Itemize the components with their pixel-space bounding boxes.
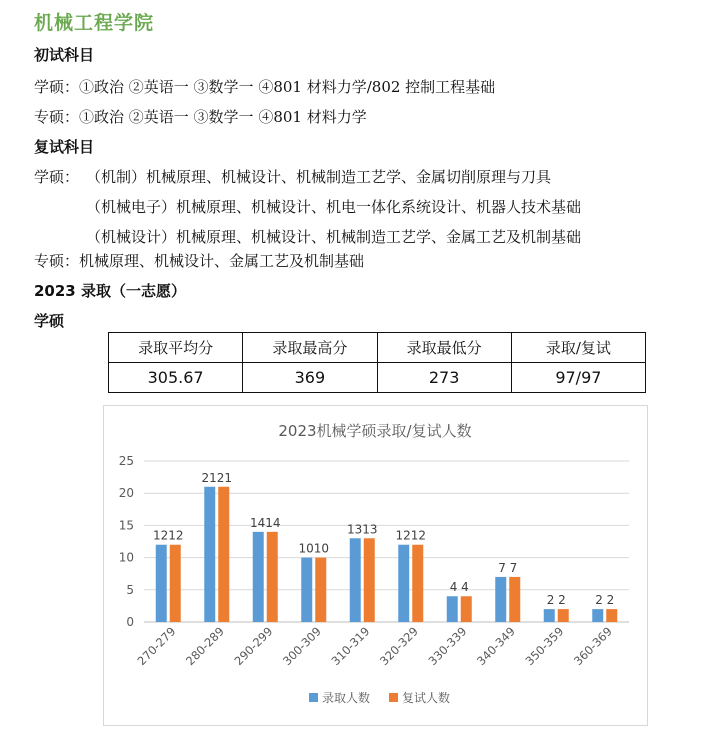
header-average-score: 录取平均分 — [109, 333, 243, 363]
admission-chart — [104, 406, 647, 725]
bar — [398, 545, 409, 622]
data-label: 2121 — [201, 470, 233, 485]
header-highest-score: 录取最高分 — [243, 333, 377, 363]
bar — [447, 596, 458, 622]
bar — [558, 609, 569, 622]
data-label: 2 2 — [546, 593, 566, 608]
x-tick-label: 310-319 — [328, 624, 373, 669]
x-tick-label: 280-289 — [182, 624, 227, 669]
x-tick-label: 330-339 — [425, 624, 470, 669]
retest-academic-row-3: （机械设计）机械原理、机械设计、机械制造工艺学、金属工艺及机制基础 — [86, 228, 582, 246]
header-lowest-score: 录取最低分 — [377, 333, 511, 363]
data-label: 7 7 — [498, 560, 518, 575]
initial-academic-row — [34, 76, 495, 97]
value-lowest-score: 273 — [377, 363, 511, 393]
data-label: 1212 — [395, 528, 427, 543]
initial-academic-label: 学硕： — [34, 78, 80, 96]
bar — [156, 545, 167, 622]
x-tick-label: 340-349 — [473, 624, 518, 669]
bar — [509, 577, 520, 622]
bar — [495, 577, 506, 622]
page-title: 机械工程学院 — [34, 12, 155, 34]
y-tick-label: 25 — [118, 454, 134, 468]
bar — [592, 609, 603, 622]
chart-container — [103, 405, 648, 726]
y-tick-label: 10 — [118, 550, 134, 565]
y-tick-label: 15 — [118, 518, 134, 533]
admission-stats-table — [108, 332, 646, 393]
data-label: 1212 — [152, 528, 184, 543]
bar — [350, 538, 361, 622]
bar — [170, 545, 181, 622]
legend-label: 复试人数 — [402, 691, 451, 705]
x-tick-label: 360-369 — [570, 624, 615, 669]
x-tick-label: 270-279 — [134, 624, 179, 669]
y-tick-label: 0 — [126, 615, 134, 629]
chart-title: 2023机械学硕录取/复试人数 — [278, 422, 472, 440]
retest-academic-row-2: （机械电子）机械原理、机械设计、机电一体化系统设计、机器人技术基础 — [86, 198, 582, 216]
legend-swatch — [389, 693, 398, 702]
table-value-row — [109, 363, 646, 393]
x-tick-label: 300-309 — [279, 624, 324, 669]
table-header-row — [109, 333, 646, 363]
y-tick-label: 20 — [118, 486, 134, 501]
initial-professional-label: 专硕： — [34, 108, 80, 126]
retest-heading: 复试科目 — [34, 138, 95, 156]
retest-professional-line: 专硕：机械原理、机械设计、金属工艺及机制基础 — [34, 252, 365, 270]
bar — [253, 532, 264, 622]
legend-swatch — [309, 693, 318, 702]
data-label: 1414 — [249, 515, 281, 530]
bar — [301, 558, 312, 622]
legend-label: 录取人数 — [322, 691, 371, 705]
retest-academic-label: 学硕： — [34, 168, 80, 186]
y-tick-label: 5 — [126, 582, 134, 597]
data-label: 1313 — [346, 522, 378, 537]
bar — [267, 532, 278, 622]
x-tick-label: 290-299 — [231, 624, 276, 669]
initial-professional-subjects: ①政治 ②英语一 ③数学一 ④801 材料力学 — [79, 108, 367, 126]
retest-academic-row-1: （机制）机械原理、机械设计、机械制造工艺学、金属切削原理与刀具 — [86, 168, 552, 186]
bar — [412, 545, 423, 622]
bar — [364, 538, 375, 622]
initial-professional-row — [34, 106, 367, 127]
x-tick-label: 350-359 — [522, 624, 567, 669]
value-highest-score: 369 — [243, 363, 377, 393]
initial-exam-heading: 初试科目 — [34, 46, 95, 64]
header-admit-retest-ratio: 录取/复试 — [511, 333, 645, 363]
bar — [218, 487, 229, 622]
admission-subheading: 学硕 — [34, 312, 65, 330]
value-average-score: 305.67 — [109, 363, 243, 393]
bar — [461, 596, 472, 622]
initial-academic-subjects: ①政治 ②英语一 ③数学一 ④801 材料力学/802 控制工程基础 — [79, 78, 496, 96]
data-label: 4 4 — [449, 580, 469, 595]
admission-heading: 2023 录取（一志愿） — [34, 282, 186, 300]
data-label: 1010 — [298, 541, 330, 556]
value-admit-retest-ratio: 97/97 — [511, 363, 645, 393]
bar — [606, 609, 617, 622]
x-tick-label: 320-329 — [376, 624, 421, 669]
bar — [544, 609, 555, 622]
data-label: 2 2 — [595, 593, 615, 608]
bar — [204, 487, 215, 622]
bar — [315, 558, 326, 622]
